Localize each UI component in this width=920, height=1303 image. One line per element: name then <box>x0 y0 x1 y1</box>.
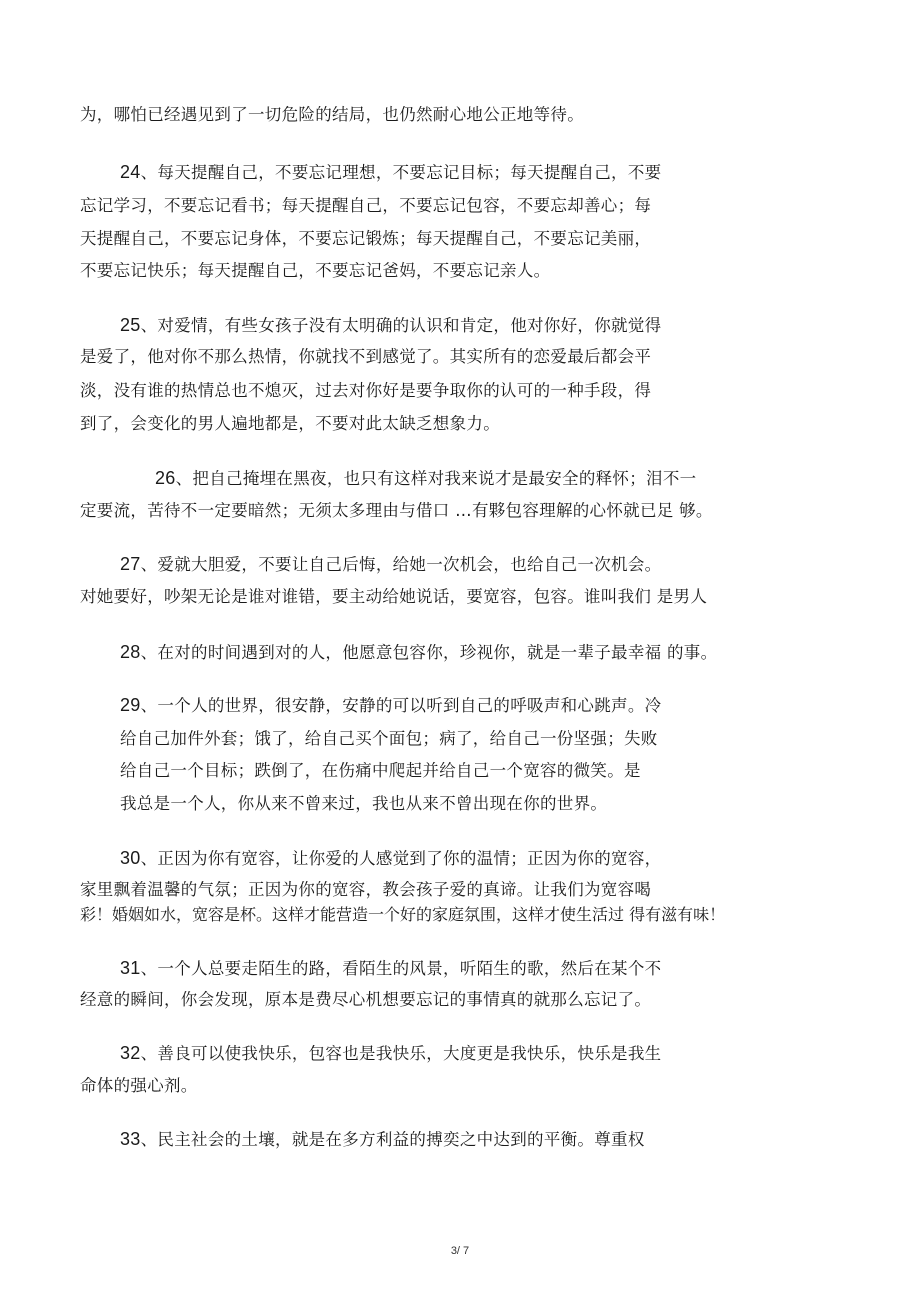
item-27-line-2: 对她要好，吵架无论是谁对谁错，要主动给她说话，要宽容，包容。谁叫我们 是男人 <box>80 587 708 606</box>
item-30-line-1: 30、正因为你有宽容，让你爱的人感觉到了你的温情；正因为你的宽容， <box>120 848 662 868</box>
paragraph-23-continuation: 为，哪怕已经遇见到了一切危险的结局，也仍然耐心地公正地等待。 <box>80 105 584 124</box>
item-27-line-1: 27、爱就大胆爱，不要让自己后悔，给她一次机会，也给自己一次机会。 <box>120 554 662 574</box>
item-number: 29 <box>120 695 141 715</box>
item-26-line-1: 26、把自己掩埋在黑夜，也只有这样对我来说才是最安全的释怀；泪不一 <box>155 468 697 488</box>
item-30-line-3: 彩！婚姻如水，宽容是杯。这样才能营造一个好的家庭氛围，这样才使生活过 得有滋有味！ <box>80 905 726 924</box>
item-number: 27 <box>120 554 141 574</box>
item-number: 31 <box>120 958 141 978</box>
item-number: 28 <box>120 642 141 662</box>
item-31-line-1: 31、一个人总要走陌生的路，看陌生的风景，听陌生的歌，然后在某个不 <box>120 958 662 978</box>
item-29-line-2: 给自己加件外套；饿了，给自己买个面包；病了，给自己一份坚强；失败 <box>120 729 658 748</box>
item-number: 25 <box>120 315 141 335</box>
item-33-line-1: 33、民主社会的土壤，就是在多方利益的搏奕之中达到的平衡。尊重权 <box>120 1129 645 1149</box>
item-32-line-1: 32、善良可以使我快乐，包容也是我快乐，大度更是我快乐，快乐是我生 <box>120 1043 662 1063</box>
item-25-line-2: 是爱了，他对你不那么热情，你就找不到感觉了。其实所有的恋爱最后都会平 <box>80 347 652 366</box>
item-25-line-1: 25、对爱情，有些女孩子没有太明确的认识和肯定，他对你好，你就觉得 <box>120 315 662 335</box>
item-24-line-3: 天提醒自己，不要忘记身体，不要忘记锻炼；每天提醒自己，不要忘记美丽， <box>80 229 652 248</box>
item-number: 32 <box>120 1043 141 1063</box>
item-number: 26 <box>155 468 176 488</box>
item-29-line-4: 我总是一个人，你从来不曾来过，我也从来不曾出现在你的世界。 <box>120 794 608 813</box>
item-25-line-4: 到了，会变化的男人遍地都是，不要对此太缺乏想象力。 <box>80 414 500 433</box>
item-number: 33 <box>120 1129 141 1149</box>
item-28-line-1: 28、在对的时间遇到对的人，他愿意包容你，珍视你，就是一辈子最幸福 的事。 <box>120 642 718 662</box>
item-32-line-2: 命体的强心剂。 <box>80 1076 198 1095</box>
item-number: 30 <box>120 848 141 868</box>
item-30-line-2: 家里飘着温馨的气氛；正因为你的宽容，教会孩子爱的真谛。让我们为宽容喝 <box>80 880 652 899</box>
item-number: 24 <box>120 162 141 182</box>
item-31-line-2: 经意的瞬间，你会发现，原本是费尽心机想要忘记的事情真的就那么忘记了。 <box>80 990 652 1009</box>
item-29-line-1: 29、一个人的世界，很安静，安静的可以听到自己的呼吸声和心跳声。冷 <box>120 695 662 715</box>
page-number: 3/ 7 <box>450 1245 470 1257</box>
item-24-line-2: 忘记学习，不要忘记看书；每天提醒自己，不要忘记包容，不要忘却善心；每 <box>80 196 652 215</box>
item-24-line-4: 不要忘记快乐；每天提醒自己，不要忘记爸妈，不要忘记亲人。 <box>80 261 551 280</box>
item-29-line-3: 给自己一个目标；跌倒了，在伤痛中爬起并给自己一个宽容的微笑。是 <box>120 761 641 780</box>
item-25-line-3: 淡，没有谁的热情总也不熄灭，过去对你好是要争取你的认可的一种手段，得 <box>80 381 652 400</box>
item-26-line-2: 定要流，苦待不一定要暗然；无须太多理由与借口 …有夥包容理解的心怀就已足 够。 <box>80 501 713 520</box>
item-24-line-1: 24、每天提醒自己，不要忘记理想，不要忘记目标；每天提醒自己，不要 <box>120 162 662 182</box>
